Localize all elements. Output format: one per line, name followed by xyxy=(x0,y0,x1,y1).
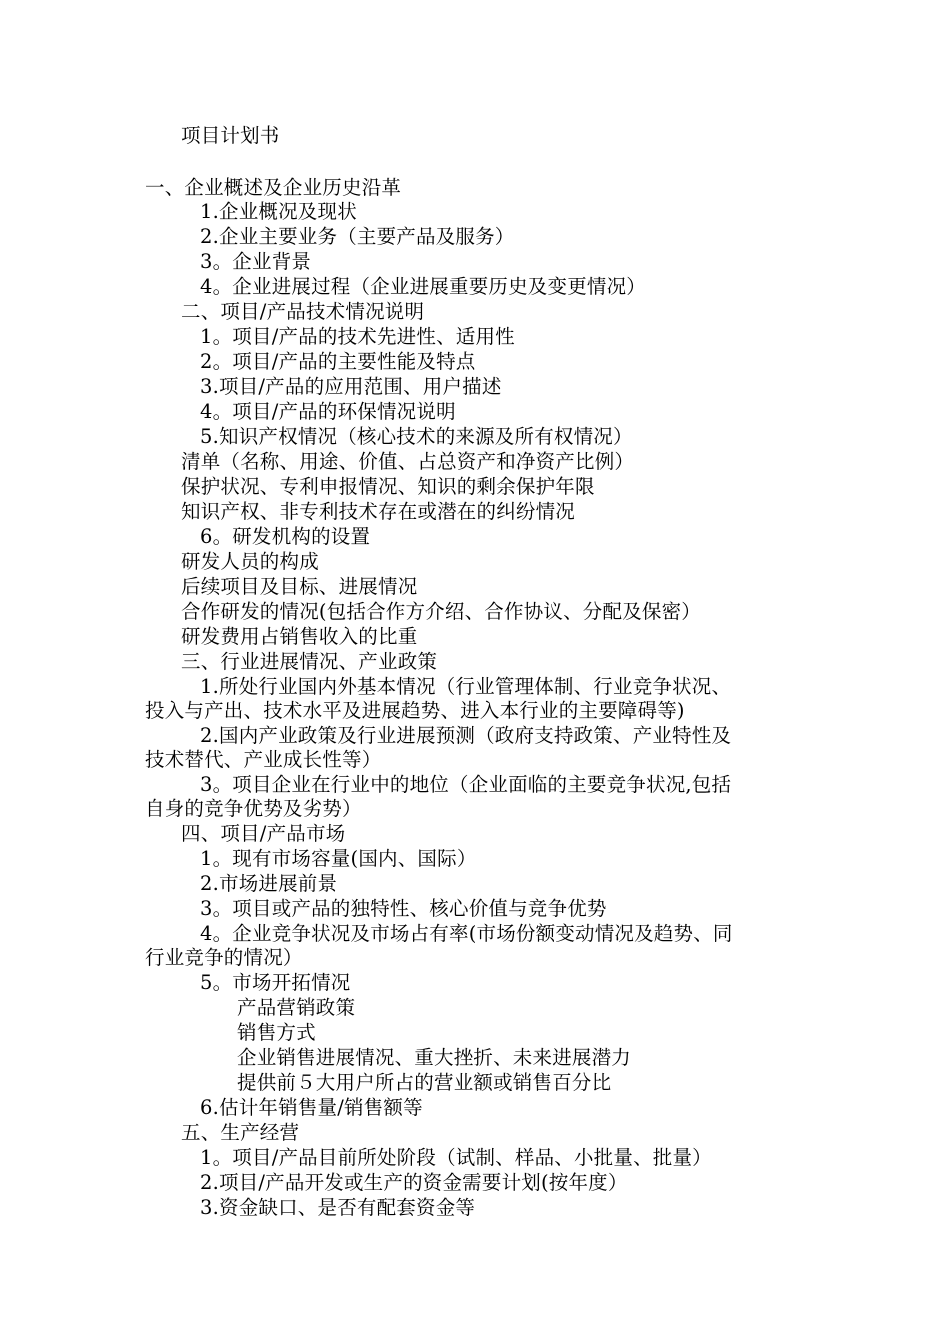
section-heading-5: 五、生产经营 xyxy=(181,1121,300,1144)
outline-item-continuation: 自身的竞争优势及劣势） xyxy=(145,797,362,820)
outline-item-continuation: 投入与产出、技术水平及进展趋势、进入本行业的主要障碍等) xyxy=(145,699,685,722)
outline-item: 2.市场进展前景 xyxy=(200,872,338,895)
outline-item: 2。项目/产品的主要性能及特点 xyxy=(200,350,476,373)
outline-item: 1。项目/产品目前所处阶段（试制、样品、小批量、批量） xyxy=(200,1146,712,1169)
outline-item: 1.企业概况及现状 xyxy=(200,200,357,223)
document-title: 项目计划书 xyxy=(181,124,280,147)
outline-item: 5。市场开拓情况 xyxy=(200,971,351,994)
outline-subitem: 合作研发的情况(包括合作方介绍、合作协议、分配及保密） xyxy=(181,600,702,623)
outline-item: 4。企业竞争状况及市场占有率(市场份额变动情况及趋势、同 xyxy=(200,922,733,945)
outline-subitem: 研发人员的构成 xyxy=(181,550,319,573)
outline-item: 4。项目/产品的环保情况说明 xyxy=(200,400,456,423)
section-heading-4: 四、项目/产品市场 xyxy=(181,822,346,845)
outline-item: 2.企业主要业务（主要产品及服务） xyxy=(200,225,515,248)
outline-item: 6.估计年销售量/销售额等 xyxy=(200,1096,423,1119)
outline-item-continuation: 行业竞争的情况） xyxy=(145,946,303,969)
outline-item: 3.项目/产品的应用范围、用户描述 xyxy=(200,375,502,398)
outline-item: 2.项目/产品开发或生产的资金需要计划(按年度） xyxy=(200,1171,628,1194)
outline-subitem: 研发费用占销售收入的比重 xyxy=(181,625,418,648)
outline-subitem: 产品营销政策 xyxy=(237,996,356,1019)
outline-item: 3。项目或产品的独特性、核心价值与竞争优势 xyxy=(200,897,607,920)
section-heading-3: 三、行业进展情况、产业政策 xyxy=(181,650,438,673)
outline-item: 3.资金缺口、是否有配套资金等 xyxy=(200,1196,476,1219)
section-heading-2: 二、项目/产品技术情况说明 xyxy=(181,300,425,323)
outline-item: 1。项目/产品的技术先进性、适用性 xyxy=(200,325,515,348)
outline-subitem: 销售方式 xyxy=(237,1021,316,1044)
outline-subitem: 提供前５大用户所占的营业额或销售百分比 xyxy=(237,1071,612,1094)
outline-item: 4。企业进展过程（企业进展重要历史及变更情况） xyxy=(200,275,647,298)
outline-subitem: 后续项目及目标、进展情况 xyxy=(181,575,418,598)
outline-item: 3。项目企业在行业中的地位（企业面临的主要竞争状况,包括 xyxy=(200,773,732,796)
outline-item: 3。企业背景 xyxy=(200,250,312,273)
outline-item: 5.知识产权情况（核心技术的来源及所有权情况） xyxy=(200,425,633,448)
outline-item: 1.所处行业国内外基本情况（行业管理体制、行业竞争状况、 xyxy=(200,675,732,698)
outline-item: 6。研发机构的设置 xyxy=(200,525,371,548)
outline-subitem: 清单（名称、用途、价值、占总资产和净资产比例） xyxy=(181,450,635,473)
section-heading-1: 一、企业概述及企业历史沿革 xyxy=(145,176,402,199)
outline-subitem: 企业销售进展情况、重大挫折、未来进展潜力 xyxy=(237,1046,632,1069)
outline-item: 1。现有市场容量(国内、国际） xyxy=(200,847,477,870)
outline-subitem: 知识产权、非专利技术存在或潜在的纠纷情况 xyxy=(181,500,576,523)
outline-item-continuation: 技术替代、产业成长性等） xyxy=(145,748,382,771)
outline-subitem: 保护状况、专利申报情况、知识的剩余保护年限 xyxy=(181,475,595,498)
outline-item: 2.国内产业政策及行业进展预测（政府支持政策、产业特性及 xyxy=(200,724,732,747)
